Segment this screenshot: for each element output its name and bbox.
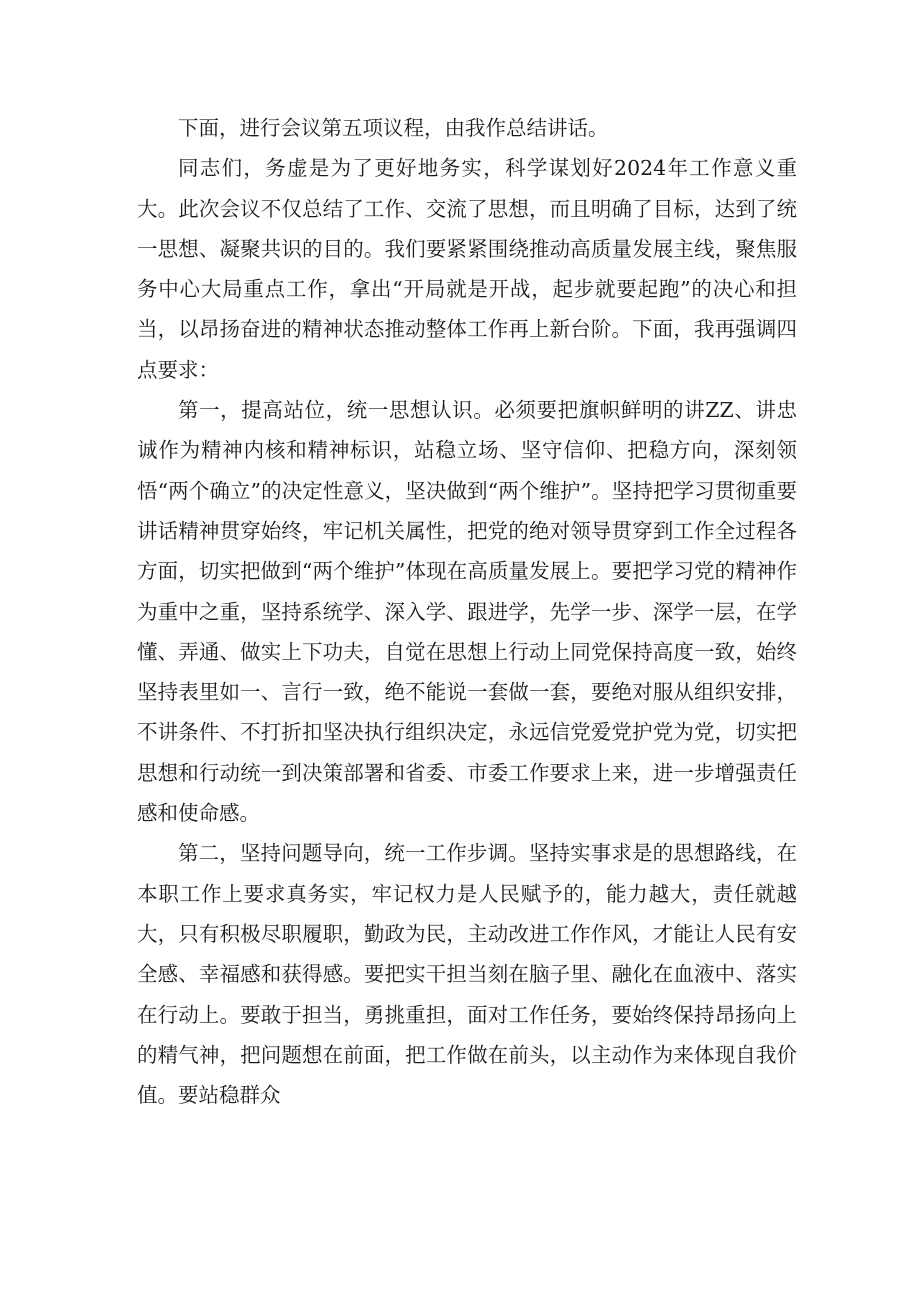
paragraph-requirement-one: 第一，提高站位，统一思想认识。必须要把旗帜鲜明的讲ZZ、讲忠诚作为精神内核和精神标识，站稳立场、坚守信仰、把稳方向，深刻领悟“两个确立”的决定性意义，坚决做到“两个维护”。坚持把学习贯彻重要讲话精神贯穿始终，牢记机关属性，把党的绝对领导贯穿到工作全过程各方面，切实把做到“两个维护”体现在高质量发展上。要把学习党的精神作为重中之重，坚持系统学、深入学、跟进学，先学一步、深学一层，在学懂、弄通、做实上下功夫，自觉在思想上行动上同党保持高度一致，始终坚持表里如一、言行一致，绝不能说一套做一套，要绝对服从组织安排，不讲条件、不打折扣坚决执行组织决定，永远信党爱党护党为党，切实把思想和行动统一到决策部署和省委、市委工作要求上来，进一步增强责任感和使命感。 (137, 398, 797, 826)
paragraph-opening-remarks: 同志们，务虚是为了更好地务实，科学谋划好2024年工作意义重大。此次会议不仅总结了工作、交流了思想，而且明确了目标，达到了统一思想、凝聚共识的目的。我们要紧紧围绕推动高质量发展主线，聚焦服务中心大局重点工作，拿出“开局就是开战，起步就要起跑”的决心和担当，以昂扬奋进的精神状态推动整体工作再上新台阶。下面，我再强调四点要求： (137, 156, 797, 382)
document-body (137, 108, 797, 1115)
paragraph-agenda-intro: 下面，进行会议第五项议程，由我作总结讲话。 (178, 116, 609, 140)
paragraph-requirement-two: 第二，坚持问题导向，统一工作步调。坚持实事求是的思想路线，在本职工作上要求真务实，牢记权力是人民赋予的，能力越大，责任就越大，只有积极尽职履职，勤政为民，主动改进工作作风，才能让人民有安全感、幸福感和获得感。要把实干担当刻在脑子里、融化在血液中、落实在行动上。要敢于担当，勇挑重担，面对工作任务，要始终保持昂扬向上的精气神，把问题想在前面，把工作做在前头，以主动作为来体现自我价值。要站稳群众 (137, 841, 797, 1108)
